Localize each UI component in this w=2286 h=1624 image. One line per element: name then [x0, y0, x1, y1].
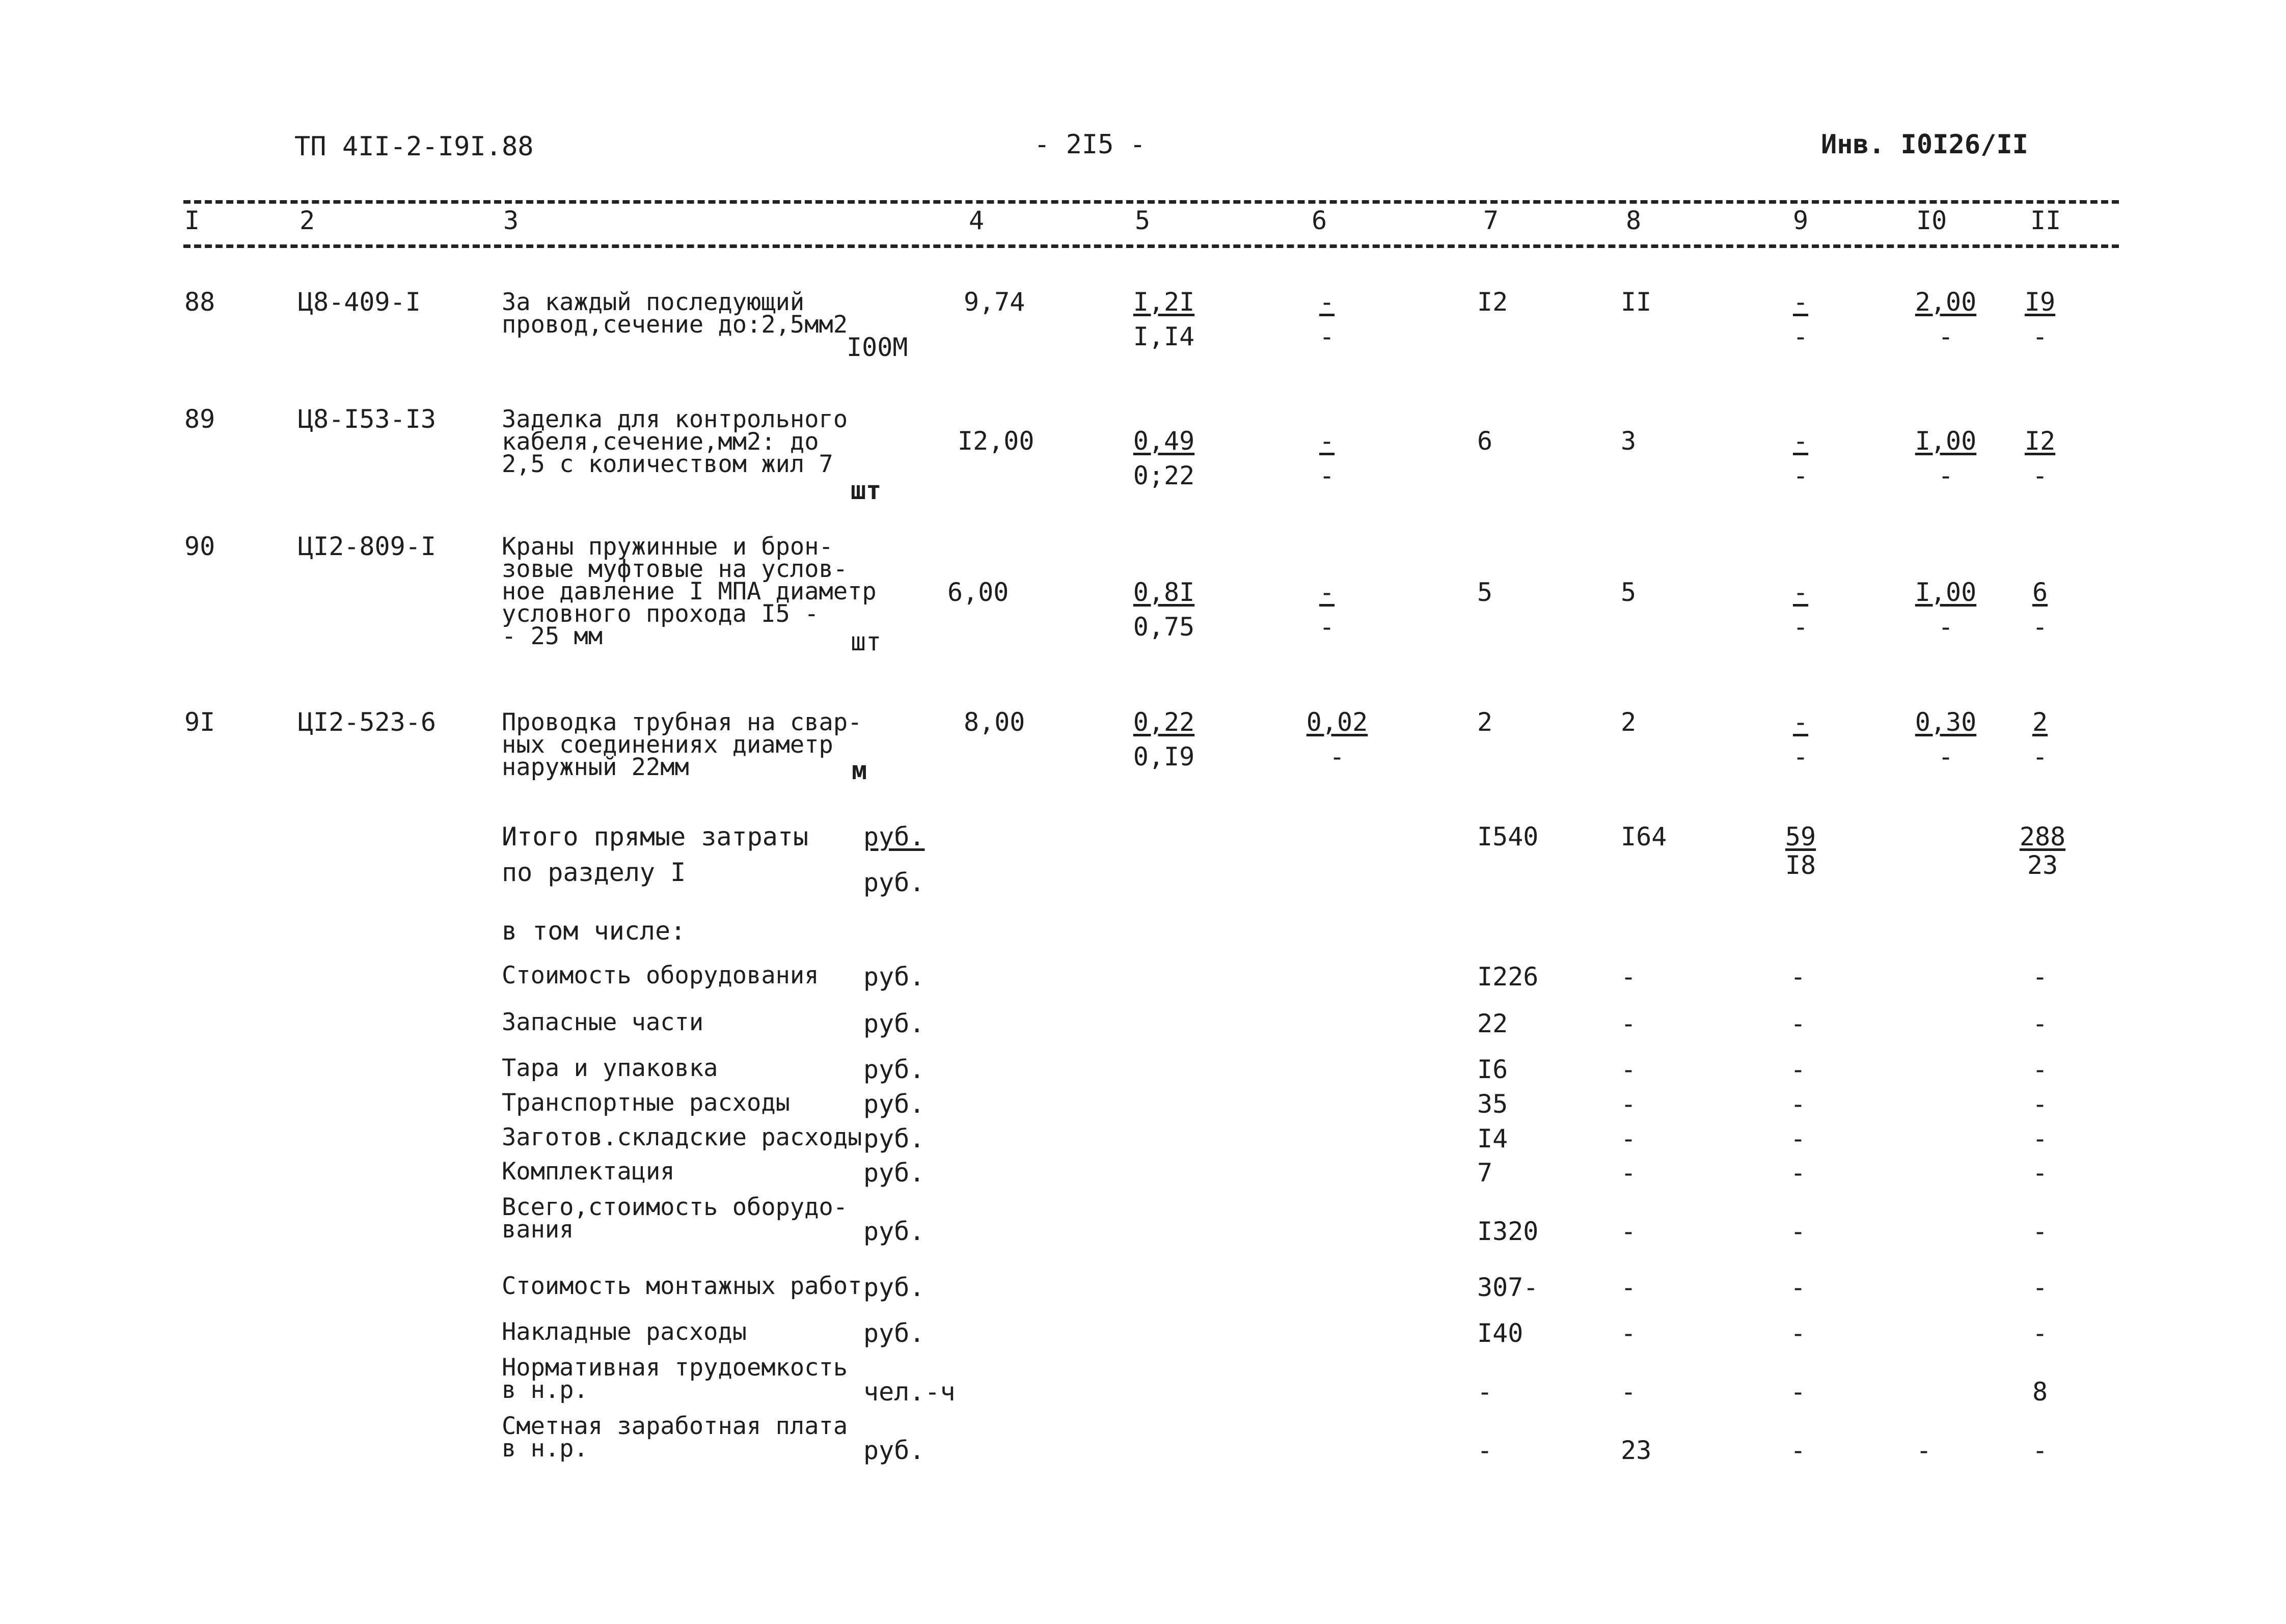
col6-bottom: -: [1319, 322, 1335, 351]
col-header-10: I0: [1916, 206, 1947, 235]
col11-fraction: [2017, 288, 2063, 351]
col9-fraction: [1778, 427, 1824, 490]
summary-unit: руб.: [863, 1089, 925, 1119]
col10-fraction: [1908, 578, 1984, 641]
summary-col7-value: I226: [1477, 962, 1539, 992]
totals-col11-bottom: 23: [2027, 850, 2058, 880]
header-top-rule: [183, 200, 2119, 204]
page-number: - 2I5 -: [1034, 129, 1146, 160]
summary-col9-value: -: [1790, 1055, 1806, 1084]
col5-fraction: [1126, 288, 1202, 351]
col10-top: 2,00: [1915, 287, 1977, 317]
col6-top: 0,02: [1306, 707, 1368, 737]
summary-label: Сметная заработная плата в н.р.: [502, 1412, 848, 1463]
summary-label: Стоимость монтажных работ: [502, 1272, 862, 1300]
col5-top: 0,22: [1133, 707, 1195, 737]
col9-top: -: [1792, 707, 1809, 737]
quantity: I2,00: [958, 426, 1035, 456]
col10-bottom: -: [1938, 461, 1954, 490]
col6-top: -: [1319, 577, 1335, 607]
col-header-4: 4: [969, 206, 985, 235]
totals-unit-bottom: руб.: [863, 868, 925, 897]
summary-col11-value: -: [2032, 1009, 2048, 1038]
col8-value: II: [1621, 287, 1652, 317]
summary-label: Накладные расходы: [502, 1318, 747, 1346]
quantity: 8,00: [964, 707, 1025, 737]
summary-unit: руб.: [863, 1124, 925, 1153]
summary-col9-value: -: [1790, 1273, 1806, 1302]
col9-top: -: [1792, 287, 1809, 317]
col9-bottom: -: [1792, 461, 1809, 490]
summary-col11-value: -: [2032, 1055, 2048, 1084]
col5-top: I,2I: [1133, 287, 1195, 317]
col10-bottom: -: [1938, 322, 1954, 351]
summary-col8-value: -: [1621, 1055, 1637, 1084]
totals-col7: I540: [1477, 822, 1539, 851]
summary-col7-value: 22: [1477, 1009, 1508, 1038]
summary-col11-value: -: [2032, 1318, 2048, 1348]
summary-col9-value: -: [1790, 962, 1806, 992]
totals-col9-bottom: I8: [1785, 850, 1816, 880]
summary-label: Стоимость оборудования: [502, 961, 819, 989]
col11-fraction: [2017, 708, 2063, 771]
summary-col11-value: -: [2032, 1124, 2048, 1153]
col5-top: 0,49: [1133, 426, 1195, 456]
col11-bottom: -: [2032, 461, 2048, 490]
summary-col8-value: -: [1621, 1318, 1637, 1348]
summary-label: Комплектация: [502, 1158, 675, 1186]
price-code: ЦI2-809-I: [298, 532, 436, 561]
col9-top: -: [1792, 426, 1809, 456]
summary-unit: руб.: [863, 1055, 925, 1084]
unit: шт: [851, 627, 882, 656]
totals-col11-fraction: [2012, 822, 2073, 879]
row-number: 90: [184, 532, 215, 561]
col5-bottom: 0;22: [1133, 461, 1195, 490]
col9-top: -: [1792, 577, 1809, 607]
col10-top: I,00: [1915, 426, 1977, 456]
totals-col11-top: 288: [2019, 822, 2066, 851]
work-description: Краны пружинные и брон- зовые муфтовые на услов- ное давление I МПА диаметр условного прохода I5 - - 25 мм: [502, 533, 877, 650]
col10-top: 0,30: [1915, 707, 1977, 737]
col7-value: 5: [1477, 577, 1493, 607]
summary-unit: руб.: [863, 1158, 925, 1188]
col5-fraction: [1126, 578, 1202, 641]
col11-fraction: [2017, 427, 2063, 490]
summary-label: Заготов.складские расходы: [502, 1123, 862, 1151]
summary-label: Транспортные расходы: [502, 1089, 790, 1117]
summary-label: Тара и упаковка: [502, 1054, 718, 1082]
col5-bottom: 0,75: [1133, 612, 1195, 642]
summary-col11-value: -: [2032, 1273, 2048, 1302]
col5-fraction: [1126, 427, 1202, 490]
col5-top: 0,8I: [1133, 577, 1195, 607]
summary-unit: чел.-ч: [863, 1377, 956, 1407]
col6-top: -: [1319, 287, 1335, 317]
summary-col8-value: -: [1621, 1124, 1637, 1153]
header-bottom-rule: [183, 244, 2119, 248]
col11-bottom: -: [2032, 612, 2048, 642]
document-code: ТП 4II-2-I9I.88: [294, 131, 534, 162]
summary-col7-value: I320: [1477, 1217, 1539, 1246]
row-number: 89: [184, 404, 215, 434]
summary-unit: руб.: [863, 1273, 925, 1302]
col-header-7: 7: [1483, 206, 1499, 235]
summary-label: Запасные части: [502, 1008, 704, 1036]
col6-top: -: [1319, 426, 1335, 456]
summary-col8-value: -: [1621, 1273, 1637, 1302]
summary-label: Всего,стоимость оборудо- вания: [502, 1193, 848, 1244]
row-number: 9I: [184, 707, 215, 737]
price-code: ЦI2-523-6: [298, 707, 436, 737]
col8-value: 5: [1621, 577, 1637, 607]
col7-value: I2: [1477, 287, 1508, 317]
summary-col9-value: -: [1790, 1158, 1806, 1188]
summary-col11-value: -: [2032, 1436, 2048, 1465]
summary-col11-value: -: [2032, 1158, 2048, 1188]
col11-fraction: [2017, 578, 2063, 641]
summary-col8-value: -: [1621, 1217, 1637, 1246]
summary-col10-value: -: [1916, 1436, 1932, 1465]
col9-bottom: -: [1792, 612, 1809, 642]
col8-value: 3: [1621, 426, 1637, 456]
col10-bottom: -: [1938, 612, 1954, 642]
price-code: Ц8-I53-I3: [298, 404, 436, 434]
summary-col8-value: -: [1621, 1158, 1637, 1188]
summary-col9-value: -: [1790, 1318, 1806, 1348]
col6-fraction: [1299, 578, 1355, 641]
col10-fraction: [1908, 708, 1984, 771]
col-header-8: 8: [1626, 206, 1642, 235]
summary-col8-value: -: [1621, 962, 1637, 992]
totals-label-line1: Итого прямые затраты: [502, 822, 809, 851]
summary-col8-value: 23: [1621, 1436, 1652, 1465]
col-header-1: I: [184, 206, 200, 235]
col-header-3: 3: [503, 206, 519, 235]
col9-fraction: [1778, 708, 1824, 771]
summary-unit: руб.: [863, 1436, 925, 1465]
quantity: 9,74: [964, 287, 1025, 317]
unit: шт: [851, 476, 882, 505]
totals-col8: I64: [1621, 822, 1667, 851]
col5-fraction: [1126, 708, 1202, 771]
col-header-6: 6: [1312, 206, 1327, 235]
including-label: в том числе:: [502, 916, 686, 946]
summary-col7-value: -: [1477, 1436, 1493, 1465]
col9-bottom: -: [1792, 742, 1809, 772]
unit: м: [852, 756, 867, 785]
totals-label-line2: по разделу I: [502, 858, 686, 887]
summary-unit: руб.: [863, 1318, 925, 1348]
col9-fraction: [1778, 288, 1824, 351]
col11-bottom: -: [2032, 742, 2048, 772]
col11-top: I9: [2024, 287, 2056, 317]
summary-unit: руб.: [863, 962, 925, 992]
col6-fraction: [1299, 288, 1355, 351]
col8-value: 2: [1621, 707, 1637, 737]
col6-bottom: -: [1319, 461, 1335, 490]
summary-col8-value: -: [1621, 1009, 1637, 1038]
summary-col7-value: 35: [1477, 1089, 1508, 1119]
summary-col8-value: -: [1621, 1089, 1637, 1119]
col-header-2: 2: [300, 206, 315, 235]
col10-fraction: [1908, 427, 1984, 490]
summary-col9-value: -: [1790, 1009, 1806, 1038]
summary-col7-value: I6: [1477, 1055, 1508, 1084]
summary-col7-value: I4: [1477, 1124, 1508, 1153]
summary-col7-value: 307-: [1477, 1273, 1539, 1302]
col7-value: 6: [1477, 426, 1493, 456]
summary-label: Нормативная трудоемкость в н.р.: [502, 1354, 848, 1404]
col5-bottom: 0,I9: [1133, 742, 1195, 772]
unit: I00М: [847, 333, 908, 362]
summary-col11-value: -: [2032, 1089, 2048, 1119]
col11-top: 6: [2032, 577, 2048, 607]
summary-col7-value: I40: [1477, 1318, 1523, 1348]
col10-top: I,00: [1915, 577, 1977, 607]
col-header-5: 5: [1135, 206, 1151, 235]
row-number: 88: [184, 287, 215, 317]
summary-col11-value: -: [2032, 962, 2048, 992]
summary-unit: руб.: [863, 1217, 925, 1246]
col11-bottom: -: [2032, 322, 2048, 351]
col11-top: I2: [2024, 426, 2056, 456]
summary-unit: руб.: [863, 1009, 925, 1038]
col10-fraction: [1908, 288, 1984, 351]
col6-bottom: -: [1329, 742, 1345, 772]
col7-value: 2: [1477, 707, 1493, 737]
col-header-9: 9: [1793, 206, 1809, 235]
summary-col9-value: -: [1790, 1377, 1806, 1407]
work-description: Проводка трубная на свар- ных соединениях диаметр наружный 22мм: [502, 708, 862, 781]
col6-bottom: -: [1319, 612, 1335, 642]
col6-fraction: [1299, 708, 1375, 771]
summary-col9-value: -: [1790, 1217, 1806, 1246]
col11-top: 2: [2032, 707, 2048, 737]
col6-fraction: [1299, 427, 1355, 490]
quantity: 6,00: [947, 577, 1009, 607]
work-description: Заделка для контрольного кабеля,сечение,мм2: до 2,5 с количеством жил 7: [502, 405, 848, 478]
inventory-number: Инв. I0I26/II: [1821, 129, 2028, 160]
price-code: Ц8-409-I: [298, 287, 421, 317]
summary-col8-value: -: [1621, 1377, 1637, 1407]
summary-col11-value: -: [2032, 1217, 2048, 1246]
work-description: За каждый последующий провод,сечение до:2,5мм2: [502, 288, 848, 339]
summary-col7-value: -: [1477, 1377, 1493, 1407]
col-header-11: II: [2030, 206, 2061, 235]
col9-fraction: [1778, 578, 1824, 641]
totals-unit-top: руб.: [863, 822, 925, 851]
summary-col9-value: -: [1790, 1089, 1806, 1119]
summary-col11-value: 8: [2032, 1377, 2048, 1407]
summary-col9-value: -: [1790, 1124, 1806, 1153]
summary-col7-value: 7: [1477, 1158, 1493, 1188]
summary-col9-value: -: [1790, 1436, 1806, 1465]
totals-col9-top: 59: [1785, 822, 1816, 851]
col10-bottom: -: [1938, 742, 1954, 772]
col9-bottom: -: [1792, 322, 1809, 351]
col5-bottom: I,I4: [1133, 322, 1195, 351]
totals-col9-fraction: [1778, 822, 1824, 879]
